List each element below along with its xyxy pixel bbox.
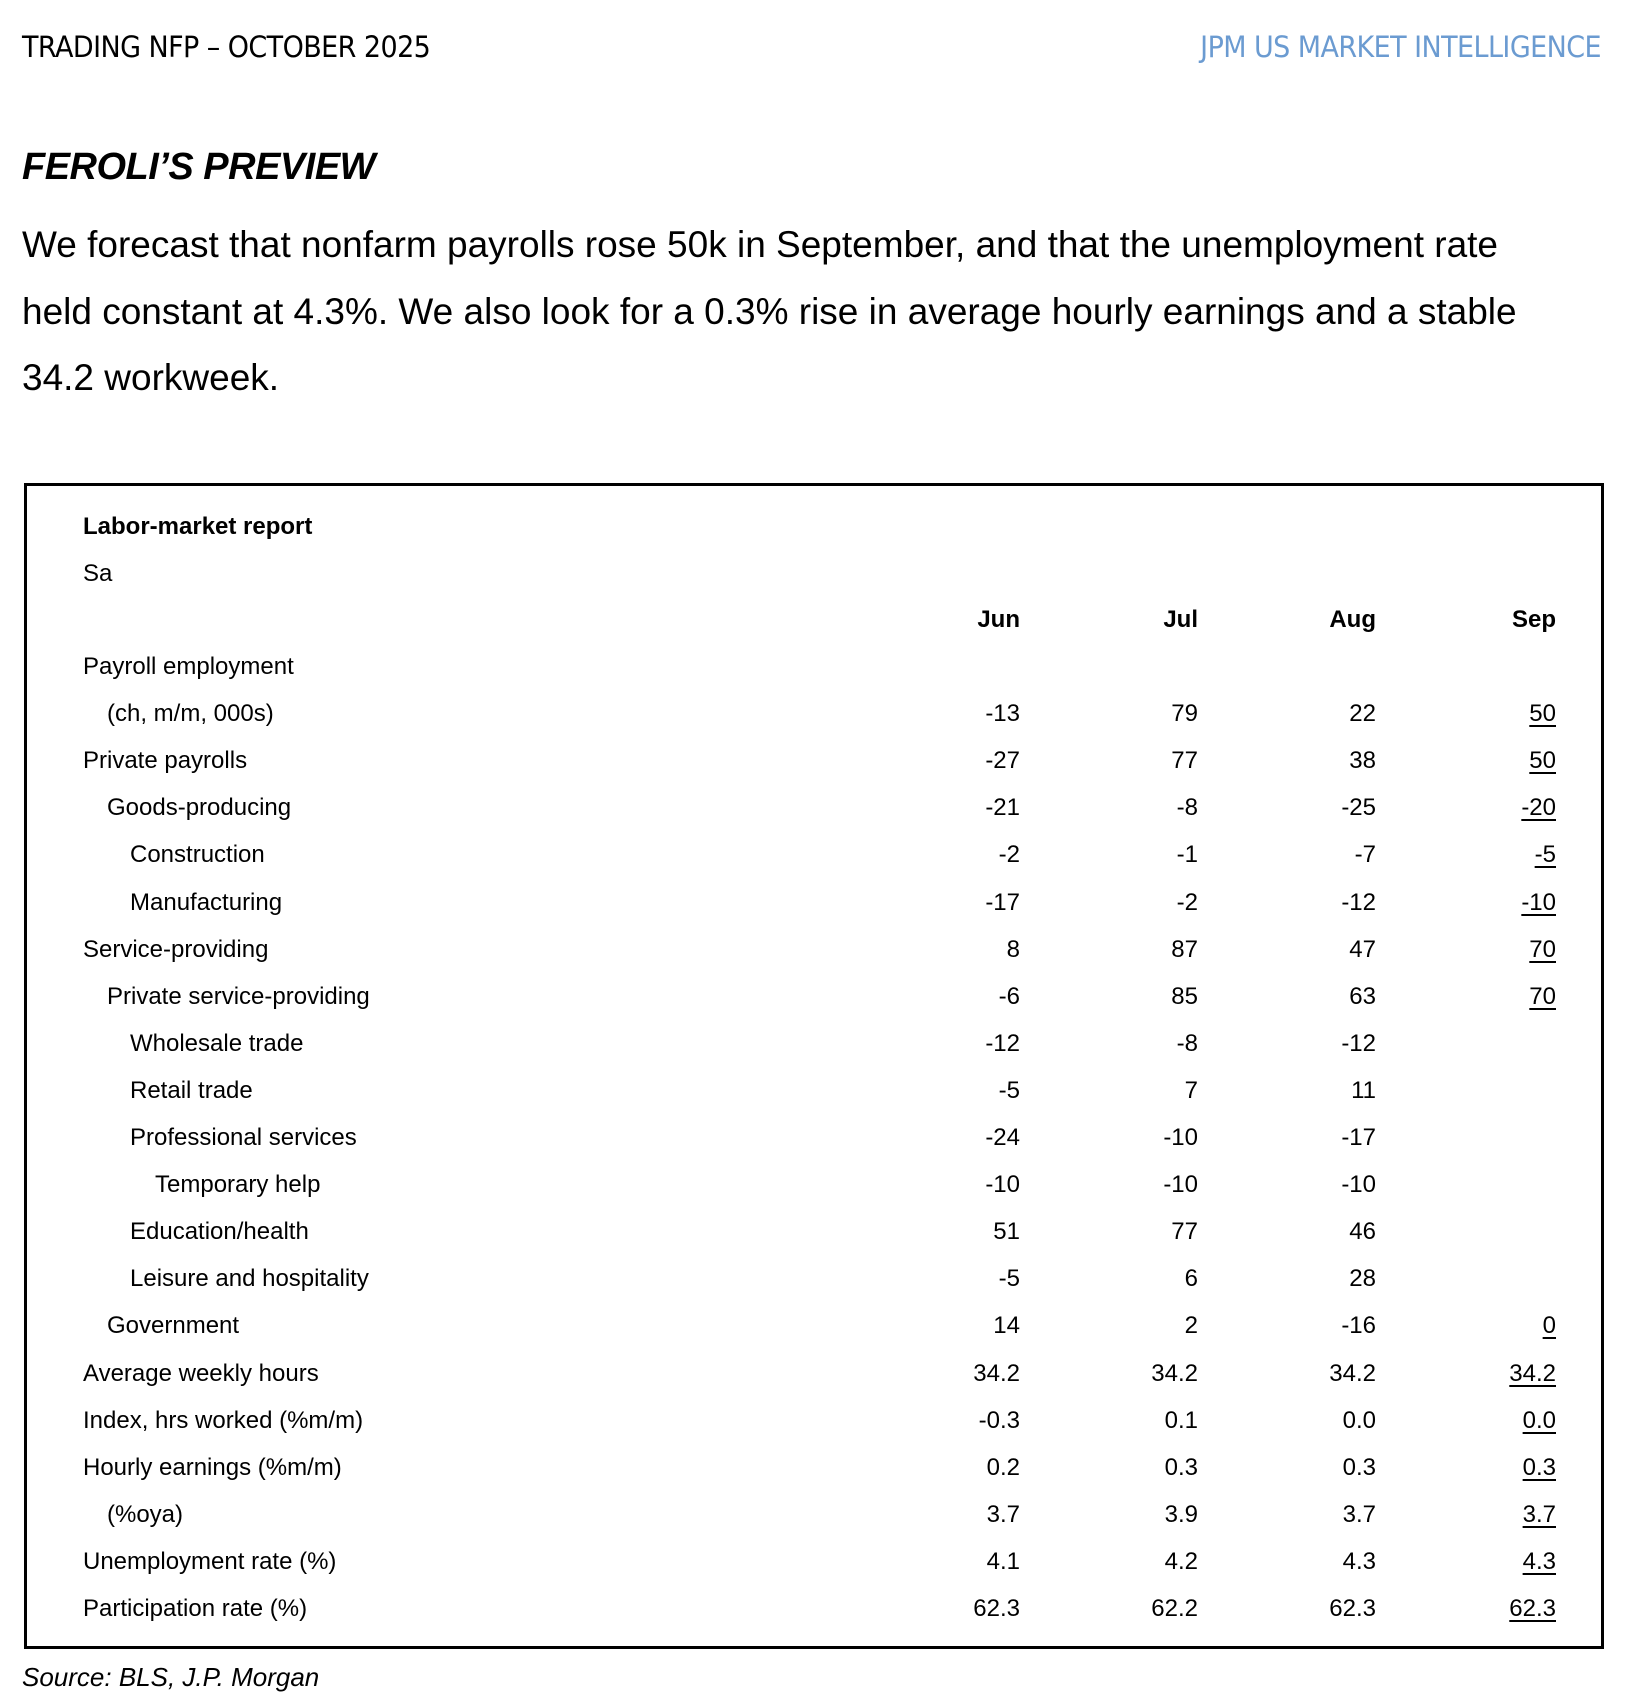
paragraph-line: We forecast that nonfarm payrolls rose 50k in September, and that the unemployment rate xyxy=(22,224,1499,265)
value-cell: 0.2 xyxy=(986,1454,1020,1481)
value-cell: 87 xyxy=(1171,936,1198,963)
value-cell: 14 xyxy=(993,1312,1020,1339)
value-cell: 38 xyxy=(1349,747,1376,774)
value-cell: 6 xyxy=(1184,1265,1198,1292)
row-label: Private payrolls xyxy=(83,747,248,774)
value-cell: -25 xyxy=(1341,794,1376,821)
value-cell: -8 xyxy=(1176,794,1198,821)
value-cell: -5 xyxy=(998,1265,1020,1292)
row-label: Temporary help xyxy=(155,1171,321,1198)
row-label: Education/health xyxy=(130,1218,309,1245)
row-label: Hourly earnings (%m/m) xyxy=(83,1454,342,1481)
value-cell: 4.1 xyxy=(986,1548,1020,1575)
value-cell: 8 xyxy=(1006,936,1020,963)
row-label: Payroll employment xyxy=(83,653,294,680)
value-cell: 28 xyxy=(1349,1265,1376,1292)
section-heading: FEROLI’S PREVIEW xyxy=(22,146,376,188)
value-cell: -17 xyxy=(1341,1124,1376,1151)
value-cell: 3.7 xyxy=(986,1501,1020,1528)
value-cell: 79 xyxy=(1171,700,1198,727)
value-cell: 47 xyxy=(1349,936,1376,963)
column-header-sep: Sep xyxy=(1511,606,1556,633)
forecast-cell: 50 xyxy=(1529,700,1556,727)
value-cell: -12 xyxy=(985,1030,1020,1057)
value-cell: 34.2 xyxy=(973,1360,1020,1387)
value-cell: -5 xyxy=(998,1077,1020,1104)
row-label: Goods-producing xyxy=(107,794,292,821)
value-cell: 4.3 xyxy=(1342,1548,1376,1575)
forecast-cell: 70 xyxy=(1529,936,1556,963)
column-header-aug: Aug xyxy=(1329,606,1376,633)
forecast-cell: 50 xyxy=(1529,747,1556,774)
value-cell: -13 xyxy=(985,700,1020,727)
value-cell: -2 xyxy=(998,841,1020,868)
value-cell: 62.2 xyxy=(1151,1595,1198,1622)
value-cell: 85 xyxy=(1171,983,1198,1010)
forecast-cell: -5 xyxy=(1534,841,1556,868)
row-label: Professional services xyxy=(130,1124,357,1151)
row-label: Participation rate (%) xyxy=(83,1595,308,1622)
value-cell: -1 xyxy=(1176,841,1198,868)
column-header-jun: Jun xyxy=(977,606,1020,633)
row-label: (ch, m/m, 000s) xyxy=(107,700,274,727)
value-cell: -17 xyxy=(985,889,1020,916)
value-cell: 4.2 xyxy=(1164,1548,1198,1575)
source-note: Source: BLS, J.P. Morgan xyxy=(22,1662,320,1692)
forecast-cell: 70 xyxy=(1529,983,1556,1010)
forecast-cell: 0 xyxy=(1542,1312,1556,1339)
paragraph-line: 34.2 workweek. xyxy=(22,357,280,398)
value-cell: -0.3 xyxy=(978,1407,1020,1434)
value-cell: -7 xyxy=(1354,841,1376,868)
value-cell: -10 xyxy=(1341,1171,1376,1198)
value-cell: -21 xyxy=(985,794,1020,821)
value-cell: -16 xyxy=(1341,1312,1376,1339)
row-label: Leisure and hospitality xyxy=(130,1265,369,1292)
forecast-cell: 4.3 xyxy=(1522,1548,1556,1575)
brand-title: JPM US MARKET INTELLIGENCE xyxy=(1200,30,1601,64)
value-cell: 11 xyxy=(1351,1077,1376,1104)
value-cell: 34.2 xyxy=(1329,1360,1376,1387)
forecast-cell: -20 xyxy=(1521,794,1556,821)
paragraph-line: held constant at 4.3%. We also look for a 0.3% rise in average hourly earnings and a stable xyxy=(22,290,1517,332)
preview-paragraph xyxy=(22,212,1622,412)
value-cell: -12 xyxy=(1341,1030,1376,1057)
value-cell: 0.3 xyxy=(1164,1454,1198,1481)
value-cell: 2 xyxy=(1184,1312,1198,1339)
value-cell: 22 xyxy=(1349,700,1376,727)
column-header-jul: Jul xyxy=(1163,606,1198,633)
value-cell: -24 xyxy=(985,1124,1020,1151)
value-cell: 63 xyxy=(1349,983,1376,1010)
value-cell: -8 xyxy=(1176,1030,1198,1057)
row-label: Wholesale trade xyxy=(130,1030,304,1057)
row-label: Retail trade xyxy=(130,1077,253,1104)
forecast-cell: 0.3 xyxy=(1522,1454,1556,1481)
row-label: Manufacturing xyxy=(130,889,283,916)
row-label: (%oya) xyxy=(107,1501,184,1528)
value-cell: -10 xyxy=(985,1171,1020,1198)
value-cell: -2 xyxy=(1176,889,1198,916)
row-label: Construction xyxy=(130,841,265,868)
row-label: Average weekly hours xyxy=(83,1360,319,1387)
value-cell: 3.7 xyxy=(1342,1501,1376,1528)
row-label: Government xyxy=(107,1312,240,1339)
value-cell: 46 xyxy=(1349,1218,1376,1245)
value-cell: 0.3 xyxy=(1342,1454,1376,1481)
forecast-cell: -10 xyxy=(1521,889,1556,916)
forecast-cell: 0.0 xyxy=(1522,1407,1556,1434)
value-cell: 0.1 xyxy=(1164,1407,1198,1434)
row-label: Index, hrs worked (%m/m) xyxy=(83,1407,364,1434)
forecast-cell: 34.2 xyxy=(1509,1360,1556,1387)
value-cell: -10 xyxy=(1163,1171,1198,1198)
value-cell: -10 xyxy=(1163,1124,1198,1151)
value-cell: 77 xyxy=(1171,1218,1198,1245)
value-cell: 34.2 xyxy=(1151,1360,1198,1387)
value-cell: 77 xyxy=(1171,747,1198,774)
value-cell: 7 xyxy=(1184,1077,1198,1104)
value-cell: -27 xyxy=(985,747,1020,774)
value-cell: -12 xyxy=(1341,889,1376,916)
value-cell: 62.3 xyxy=(1329,1595,1376,1622)
row-label: Service-providing xyxy=(83,936,269,963)
forecast-cell: 3.7 xyxy=(1522,1501,1556,1528)
row-label: Private service-providing xyxy=(107,983,370,1010)
value-cell: 0.0 xyxy=(1342,1407,1376,1434)
report-title: TRADING NFP – OCTOBER 2025 xyxy=(22,30,431,64)
table-title: Labor-market report xyxy=(83,513,313,540)
value-cell: 3.9 xyxy=(1164,1501,1198,1528)
table-subtitle: Sa xyxy=(83,560,113,587)
value-cell: 51 xyxy=(993,1218,1020,1245)
forecast-cell: 62.3 xyxy=(1509,1595,1556,1622)
value-cell: 62.3 xyxy=(973,1595,1020,1622)
row-label: Unemployment rate (%) xyxy=(83,1548,337,1575)
value-cell: -6 xyxy=(998,983,1020,1010)
